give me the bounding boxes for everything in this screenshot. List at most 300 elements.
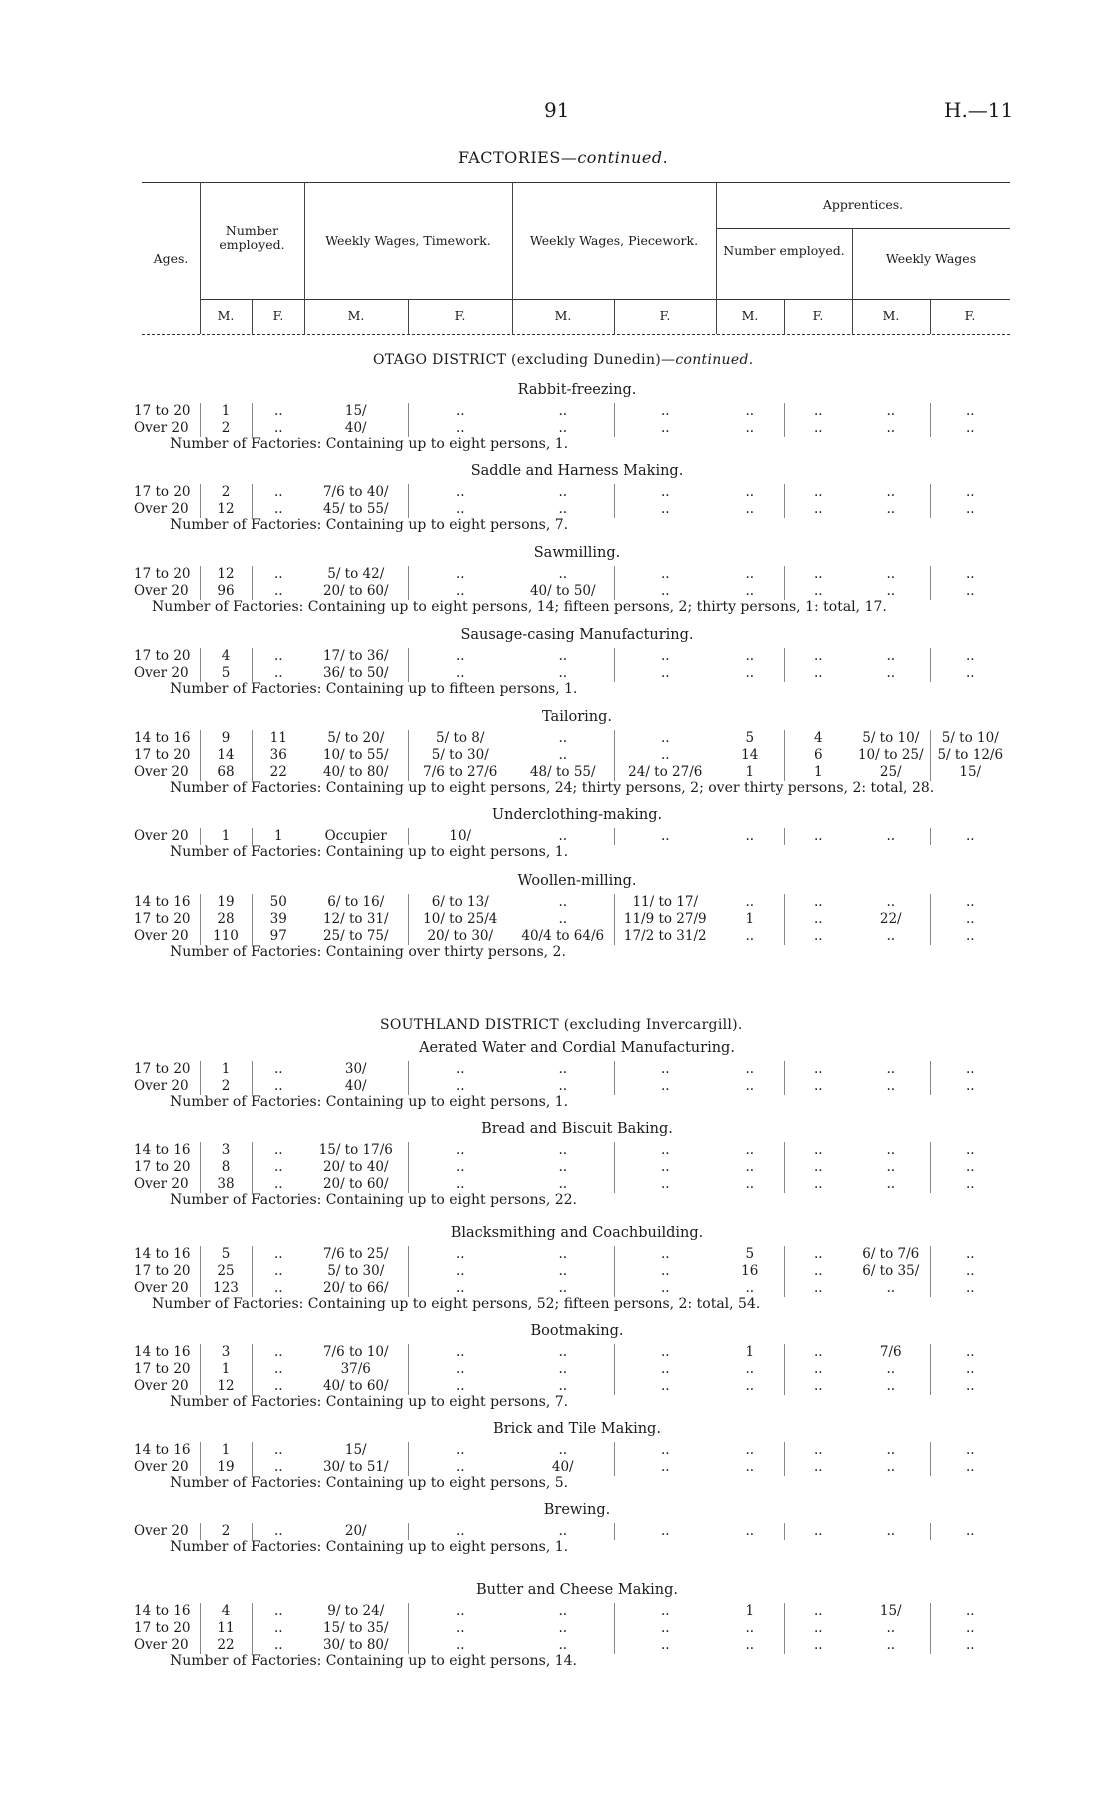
value-cell: .. <box>273 1378 283 1395</box>
value-cell: .. <box>852 583 930 600</box>
value-cell: .. <box>660 1603 670 1620</box>
value-cell: .. <box>813 1280 823 1297</box>
value-cell: .. <box>512 894 614 911</box>
factories-note: Number of Factories: Containing up to eight persons, 1. <box>170 1094 569 1110</box>
industry-table <box>134 1442 1010 1476</box>
age-cell: 17 to 20 <box>134 747 200 764</box>
table-row <box>134 747 1010 764</box>
value-cell: .. <box>813 501 823 518</box>
value-cell: .. <box>852 1442 930 1459</box>
industry-title: Aerated Water and Cordial Manufacturing. <box>419 1040 735 1056</box>
value-cell: 24/ to 27/6 <box>628 764 703 781</box>
value-cell: 22 <box>200 1637 252 1654</box>
age-cell: 17 to 20 <box>134 1620 200 1637</box>
industry-title: Tailoring. <box>542 709 612 725</box>
table-row <box>134 1603 1010 1620</box>
value-cell: .. <box>852 1280 930 1297</box>
value-cell: .. <box>512 501 614 518</box>
value-cell: 1 <box>200 1061 252 1078</box>
value-cell: .. <box>455 1061 465 1078</box>
industry-table <box>134 484 1010 518</box>
table-row <box>134 1061 1010 1078</box>
value-cell: .. <box>455 1142 465 1159</box>
value-cell: .. <box>512 828 614 845</box>
age-cell: 17 to 20 <box>134 648 200 665</box>
value-cell: .. <box>852 566 930 583</box>
value-cell: 28 <box>200 911 252 928</box>
table-row <box>134 484 1010 501</box>
value-cell: 10/ to 55/ <box>304 747 408 764</box>
value-cell: 39 <box>269 911 287 928</box>
value-cell: 5/ to 20/ <box>304 730 408 747</box>
value-cell: .. <box>455 1378 465 1395</box>
value-cell: .. <box>852 1078 930 1095</box>
value-cell: .. <box>852 420 930 437</box>
value-cell: 11 <box>200 1620 252 1637</box>
value-cell: .. <box>813 1078 823 1095</box>
value-cell: 6/ to 13/ <box>431 894 489 911</box>
age-cell: 14 to 16 <box>134 1442 200 1459</box>
table-row <box>134 1142 1010 1159</box>
value-cell: .. <box>716 665 784 682</box>
value-cell: .. <box>965 1159 975 1176</box>
value-cell: .. <box>660 1523 670 1540</box>
age-cell: Over 20 <box>134 1459 200 1476</box>
value-cell: .. <box>813 1523 823 1540</box>
value-cell: 5 <box>200 665 252 682</box>
value-cell: 1 <box>200 828 252 845</box>
value-cell: 10/ to 25/4 <box>423 911 498 928</box>
age-cell: Over 20 <box>134 665 200 682</box>
value-cell: .. <box>273 1459 283 1476</box>
industry-table <box>134 403 1010 437</box>
value-cell: 37/6 <box>304 1361 408 1378</box>
apprentices-wages-header: Weekly Wages <box>885 251 977 266</box>
value-cell: .. <box>455 1523 465 1540</box>
value-cell: .. <box>273 501 283 518</box>
table-row <box>134 1246 1010 1263</box>
f-header: F. <box>454 308 466 323</box>
value-cell: 5 <box>716 1246 784 1263</box>
value-cell: 20/ to 40/ <box>304 1159 408 1176</box>
value-cell: .. <box>852 501 930 518</box>
value-cell: .. <box>273 1280 283 1297</box>
value-cell: 17/ to 36/ <box>304 648 408 665</box>
value-cell: 15/ <box>852 1603 930 1620</box>
district-otago: OTAGO DISTRICT (excluding Dunedin)—continued. <box>373 352 754 368</box>
value-cell: .. <box>965 1442 975 1459</box>
ages-header: Ages. <box>153 251 189 266</box>
value-cell: .. <box>813 1620 823 1637</box>
value-cell: .. <box>965 566 975 583</box>
value-cell: .. <box>273 1263 283 1280</box>
value-cell: 1 <box>273 828 283 845</box>
value-cell: .. <box>813 1159 823 1176</box>
value-cell: .. <box>852 1378 930 1395</box>
factories-note: Number of Factories: Containing up to eight persons, 5. <box>170 1475 569 1491</box>
industry-title: Woollen-milling. <box>517 873 637 889</box>
value-cell: 1 <box>813 764 823 781</box>
m-header: M. <box>882 308 900 323</box>
value-cell: .. <box>716 828 784 845</box>
piecework-header: Weekly Wages, Piecework. <box>529 233 699 248</box>
district-southland: SOUTHLAND DISTRICT (excluding Invercargill). <box>380 1017 743 1033</box>
industry-table <box>134 1061 1010 1095</box>
value-cell: .. <box>965 420 975 437</box>
table-row <box>134 1159 1010 1176</box>
value-cell: .. <box>455 1263 465 1280</box>
value-cell: 20/ to 60/ <box>304 583 408 600</box>
value-cell: 2 <box>200 420 252 437</box>
value-cell: 14 <box>200 747 252 764</box>
value-cell: .. <box>455 1620 465 1637</box>
industry-title: Brick and Tile Making. <box>493 1421 661 1437</box>
value-cell: 1 <box>200 1361 252 1378</box>
value-cell: .. <box>965 1344 975 1361</box>
age-cell: 17 to 20 <box>134 1263 200 1280</box>
value-cell: 5 <box>716 730 784 747</box>
value-cell: .. <box>965 403 975 420</box>
age-cell: 14 to 16 <box>134 730 200 747</box>
value-cell: .. <box>273 1061 283 1078</box>
value-cell: .. <box>716 1378 784 1395</box>
value-cell: .. <box>512 747 614 764</box>
f-header: F. <box>964 308 976 323</box>
value-cell: 6/ to 7/6 <box>852 1246 930 1263</box>
table-header <box>142 182 1010 336</box>
value-cell: 3 <box>200 1142 252 1159</box>
value-cell: .. <box>852 894 930 911</box>
value-cell: .. <box>965 1378 975 1395</box>
value-cell: .. <box>273 665 283 682</box>
table-row <box>134 730 1010 747</box>
industry-title: Bootmaking. <box>530 1323 624 1339</box>
value-cell: .. <box>455 484 465 501</box>
value-cell: .. <box>965 1459 975 1476</box>
table-row <box>134 1344 1010 1361</box>
value-cell: 6/ to 16/ <box>304 894 408 911</box>
value-cell: .. <box>455 665 465 682</box>
table-row <box>134 1442 1010 1459</box>
value-cell: .. <box>660 583 670 600</box>
value-cell: 25 <box>200 1263 252 1280</box>
factories-note: Number of Factories: Containing up to eight persons, 1. <box>170 1539 569 1555</box>
f-header: F. <box>812 308 824 323</box>
age-cell: 14 to 16 <box>134 1603 200 1620</box>
value-cell: .. <box>660 1280 670 1297</box>
value-cell: .. <box>455 566 465 583</box>
age-cell: 14 to 16 <box>134 1142 200 1159</box>
value-cell: .. <box>965 501 975 518</box>
value-cell: .. <box>273 566 283 583</box>
table-row <box>134 1263 1010 1280</box>
value-cell: 110 <box>200 928 252 945</box>
industry-title: Brewing. <box>543 1502 611 1518</box>
value-cell: .. <box>512 1523 614 1540</box>
value-cell: .. <box>455 1344 465 1361</box>
industry-title: Bread and Biscuit Baking. <box>481 1121 673 1137</box>
value-cell: 30/ to 80/ <box>304 1637 408 1654</box>
value-cell: .. <box>660 730 670 747</box>
value-cell: .. <box>716 484 784 501</box>
value-cell: .. <box>273 1246 283 1263</box>
age-cell: Over 20 <box>134 583 200 600</box>
value-cell: .. <box>273 583 283 600</box>
factories-note: Number of Factories: Containing up to eight persons, 7. <box>170 517 569 533</box>
value-cell: .. <box>716 501 784 518</box>
value-cell: .. <box>852 1176 930 1193</box>
industry-title: Sausage-casing Manufacturing. <box>460 627 694 643</box>
value-cell: .. <box>716 648 784 665</box>
value-cell: .. <box>660 1361 670 1378</box>
table-row <box>134 911 1010 928</box>
age-cell: Over 20 <box>134 1176 200 1193</box>
value-cell: .. <box>813 420 823 437</box>
value-cell: .. <box>965 1142 975 1159</box>
value-cell: 5 <box>200 1246 252 1263</box>
table-row <box>134 1361 1010 1378</box>
value-cell: .. <box>965 1523 975 1540</box>
value-cell: .. <box>852 665 930 682</box>
value-cell: .. <box>965 1061 975 1078</box>
value-cell: 7/6 <box>852 1344 930 1361</box>
value-cell: .. <box>660 1378 670 1395</box>
industry-table <box>134 1523 1010 1540</box>
value-cell: .. <box>660 1159 670 1176</box>
value-cell: 15/ <box>304 1442 408 1459</box>
industry-table <box>134 648 1010 682</box>
value-cell: .. <box>852 1523 930 1540</box>
value-cell: .. <box>965 928 975 945</box>
value-cell: .. <box>716 420 784 437</box>
value-cell: .. <box>512 1246 614 1263</box>
value-cell: .. <box>660 1263 670 1280</box>
value-cell: 20/ to 30/ <box>427 928 494 945</box>
table-row <box>134 501 1010 518</box>
value-cell: 11/ to 17/ <box>632 894 699 911</box>
value-cell: 4 <box>813 730 823 747</box>
value-cell: 1 <box>716 1344 784 1361</box>
value-cell: .. <box>455 1159 465 1176</box>
value-cell: 12/ to 31/ <box>304 911 408 928</box>
value-cell: .. <box>716 1442 784 1459</box>
value-cell: 6/ to 35/ <box>852 1263 930 1280</box>
value-cell: .. <box>965 1280 975 1297</box>
value-cell: .. <box>813 566 823 583</box>
value-cell: .. <box>512 1637 614 1654</box>
value-cell: 5/ to 10/ <box>941 730 999 747</box>
value-cell: .. <box>813 403 823 420</box>
industry-table <box>134 1603 1010 1654</box>
value-cell: 20/ <box>304 1523 408 1540</box>
value-cell: .. <box>660 1637 670 1654</box>
value-cell: 30/ <box>304 1061 408 1078</box>
value-cell: .. <box>660 747 670 764</box>
f-header: F. <box>272 308 284 323</box>
value-cell: 2 <box>200 484 252 501</box>
value-cell: .. <box>852 1061 930 1078</box>
value-cell: 97 <box>269 928 287 945</box>
value-cell: 1 <box>200 1442 252 1459</box>
value-cell: 123 <box>200 1280 252 1297</box>
m-header: M. <box>217 308 235 323</box>
value-cell: .. <box>852 1142 930 1159</box>
value-cell: 40/ <box>304 420 408 437</box>
value-cell: .. <box>512 484 614 501</box>
age-cell: Over 20 <box>134 764 200 781</box>
value-cell: .. <box>660 501 670 518</box>
value-cell: 4 <box>200 648 252 665</box>
industry-table <box>134 566 1010 600</box>
value-cell: 40/ to 60/ <box>304 1378 408 1395</box>
title-suffix: —continued. <box>560 148 669 167</box>
value-cell: .. <box>716 1142 784 1159</box>
value-cell: .. <box>273 1361 283 1378</box>
value-cell: .. <box>716 403 784 420</box>
value-cell: .. <box>852 1637 930 1654</box>
value-cell: .. <box>273 1523 283 1540</box>
age-cell: 17 to 20 <box>134 403 200 420</box>
table-row <box>134 420 1010 437</box>
value-cell: .. <box>273 420 283 437</box>
value-cell: .. <box>512 730 614 747</box>
industry-table <box>134 1344 1010 1395</box>
age-cell: 17 to 20 <box>134 1159 200 1176</box>
value-cell: .. <box>512 1361 614 1378</box>
value-cell: .. <box>455 1078 465 1095</box>
value-cell: .. <box>813 1378 823 1395</box>
value-cell: .. <box>965 894 975 911</box>
value-cell: .. <box>512 566 614 583</box>
value-cell: 11 <box>269 730 287 747</box>
value-cell: 8 <box>200 1159 252 1176</box>
value-cell: .. <box>512 1603 614 1620</box>
value-cell: 68 <box>200 764 252 781</box>
value-cell: .. <box>273 403 283 420</box>
value-cell: 7/6 to 40/ <box>304 484 408 501</box>
value-cell: .. <box>813 1246 823 1263</box>
table-row <box>134 1176 1010 1193</box>
table-row <box>134 828 1010 845</box>
value-cell: 14 <box>716 747 784 764</box>
value-cell: .. <box>965 1263 975 1280</box>
factories-note: Number of Factories: Containing up to eight persons, 22. <box>170 1192 578 1208</box>
value-cell: .. <box>716 1637 784 1654</box>
age-cell: Over 20 <box>134 1523 200 1540</box>
value-cell: 40/ <box>304 1078 408 1095</box>
factories-note: Number of Factories: Containing up to eight persons, 1. <box>170 436 569 452</box>
value-cell: .. <box>965 1078 975 1095</box>
value-cell: .. <box>852 928 930 945</box>
value-cell: .. <box>716 1523 784 1540</box>
age-cell: 17 to 20 <box>134 911 200 928</box>
value-cell: 10/ to 25/ <box>852 747 930 764</box>
table-row <box>134 1378 1010 1395</box>
value-cell: .. <box>813 1176 823 1193</box>
m-header: M. <box>741 308 759 323</box>
value-cell: 17/2 to 31/2 <box>623 928 707 945</box>
value-cell: 1 <box>716 1603 784 1620</box>
factories-note: Number of Factories: Containing up to eight persons, 14; fifteen persons, 2; thirty persons, 1: total, 17. <box>152 599 887 615</box>
industry-table <box>134 828 1010 845</box>
value-cell: .. <box>660 566 670 583</box>
value-cell: .. <box>965 1246 975 1263</box>
value-cell: .. <box>716 1620 784 1637</box>
m-header: M. <box>554 308 572 323</box>
value-cell: 40/ to 80/ <box>304 764 408 781</box>
value-cell: .. <box>455 1361 465 1378</box>
value-cell: 5/ to 42/ <box>304 566 408 583</box>
value-cell: .. <box>455 1280 465 1297</box>
value-cell: .. <box>512 1061 614 1078</box>
value-cell: .. <box>660 420 670 437</box>
value-cell: 15/ to 35/ <box>304 1620 408 1637</box>
value-cell: .. <box>273 1159 283 1176</box>
value-cell: .. <box>716 928 784 945</box>
value-cell: .. <box>660 1459 670 1476</box>
value-cell: .. <box>716 1078 784 1095</box>
value-cell: .. <box>512 1142 614 1159</box>
value-cell: .. <box>273 1620 283 1637</box>
value-cell: .. <box>273 1442 283 1459</box>
value-cell: .. <box>852 1459 930 1476</box>
value-cell: 2 <box>200 1523 252 1540</box>
f-header: F. <box>659 308 671 323</box>
page-title <box>458 148 668 167</box>
value-cell: 19 <box>200 1459 252 1476</box>
value-cell: 5/ to 8/ <box>436 730 485 747</box>
value-cell: .. <box>273 1344 283 1361</box>
value-cell: 1 <box>716 911 784 928</box>
value-cell: 10/ <box>449 828 472 845</box>
value-cell: .. <box>716 1361 784 1378</box>
value-cell: 30/ to 51/ <box>304 1459 408 1476</box>
age-cell: 14 to 16 <box>134 1246 200 1263</box>
value-cell: 48/ to 55/ <box>512 764 614 781</box>
apprentices-number-header: Number employed. <box>723 243 845 258</box>
table-row <box>134 566 1010 583</box>
value-cell: .. <box>813 1344 823 1361</box>
value-cell: 22/ <box>852 911 930 928</box>
value-cell: .. <box>813 828 823 845</box>
value-cell: .. <box>716 583 784 600</box>
table-row <box>134 928 1010 945</box>
value-cell: 7/6 to 25/ <box>304 1246 408 1263</box>
value-cell: .. <box>965 648 975 665</box>
table-row <box>134 1078 1010 1095</box>
value-cell: .. <box>852 1620 930 1637</box>
value-cell: .. <box>965 484 975 501</box>
m-header: M. <box>347 308 365 323</box>
apprentices-header: Apprentices. <box>822 197 904 212</box>
age-cell: Over 20 <box>134 1378 200 1395</box>
value-cell: .. <box>813 1442 823 1459</box>
value-cell: .. <box>813 1263 823 1280</box>
age-cell: 17 to 20 <box>134 1061 200 1078</box>
value-cell: 9 <box>200 730 252 747</box>
value-cell: .. <box>813 894 823 911</box>
value-cell: 19 <box>200 894 252 911</box>
table-row <box>134 1637 1010 1654</box>
value-cell: .. <box>455 1637 465 1654</box>
factories-note: Number of Factories: Containing up to eight persons, 1. <box>170 844 569 860</box>
value-cell: 96 <box>200 583 252 600</box>
value-cell: .. <box>660 484 670 501</box>
factories-note: Number of Factories: Containing up to eight persons, 24; thirty persons, 2; over thirty persons, 2: total, 28. <box>170 780 935 796</box>
page-code: H.—11 <box>944 98 1014 122</box>
value-cell: 20/ to 60/ <box>304 1176 408 1193</box>
value-cell: .. <box>512 1442 614 1459</box>
